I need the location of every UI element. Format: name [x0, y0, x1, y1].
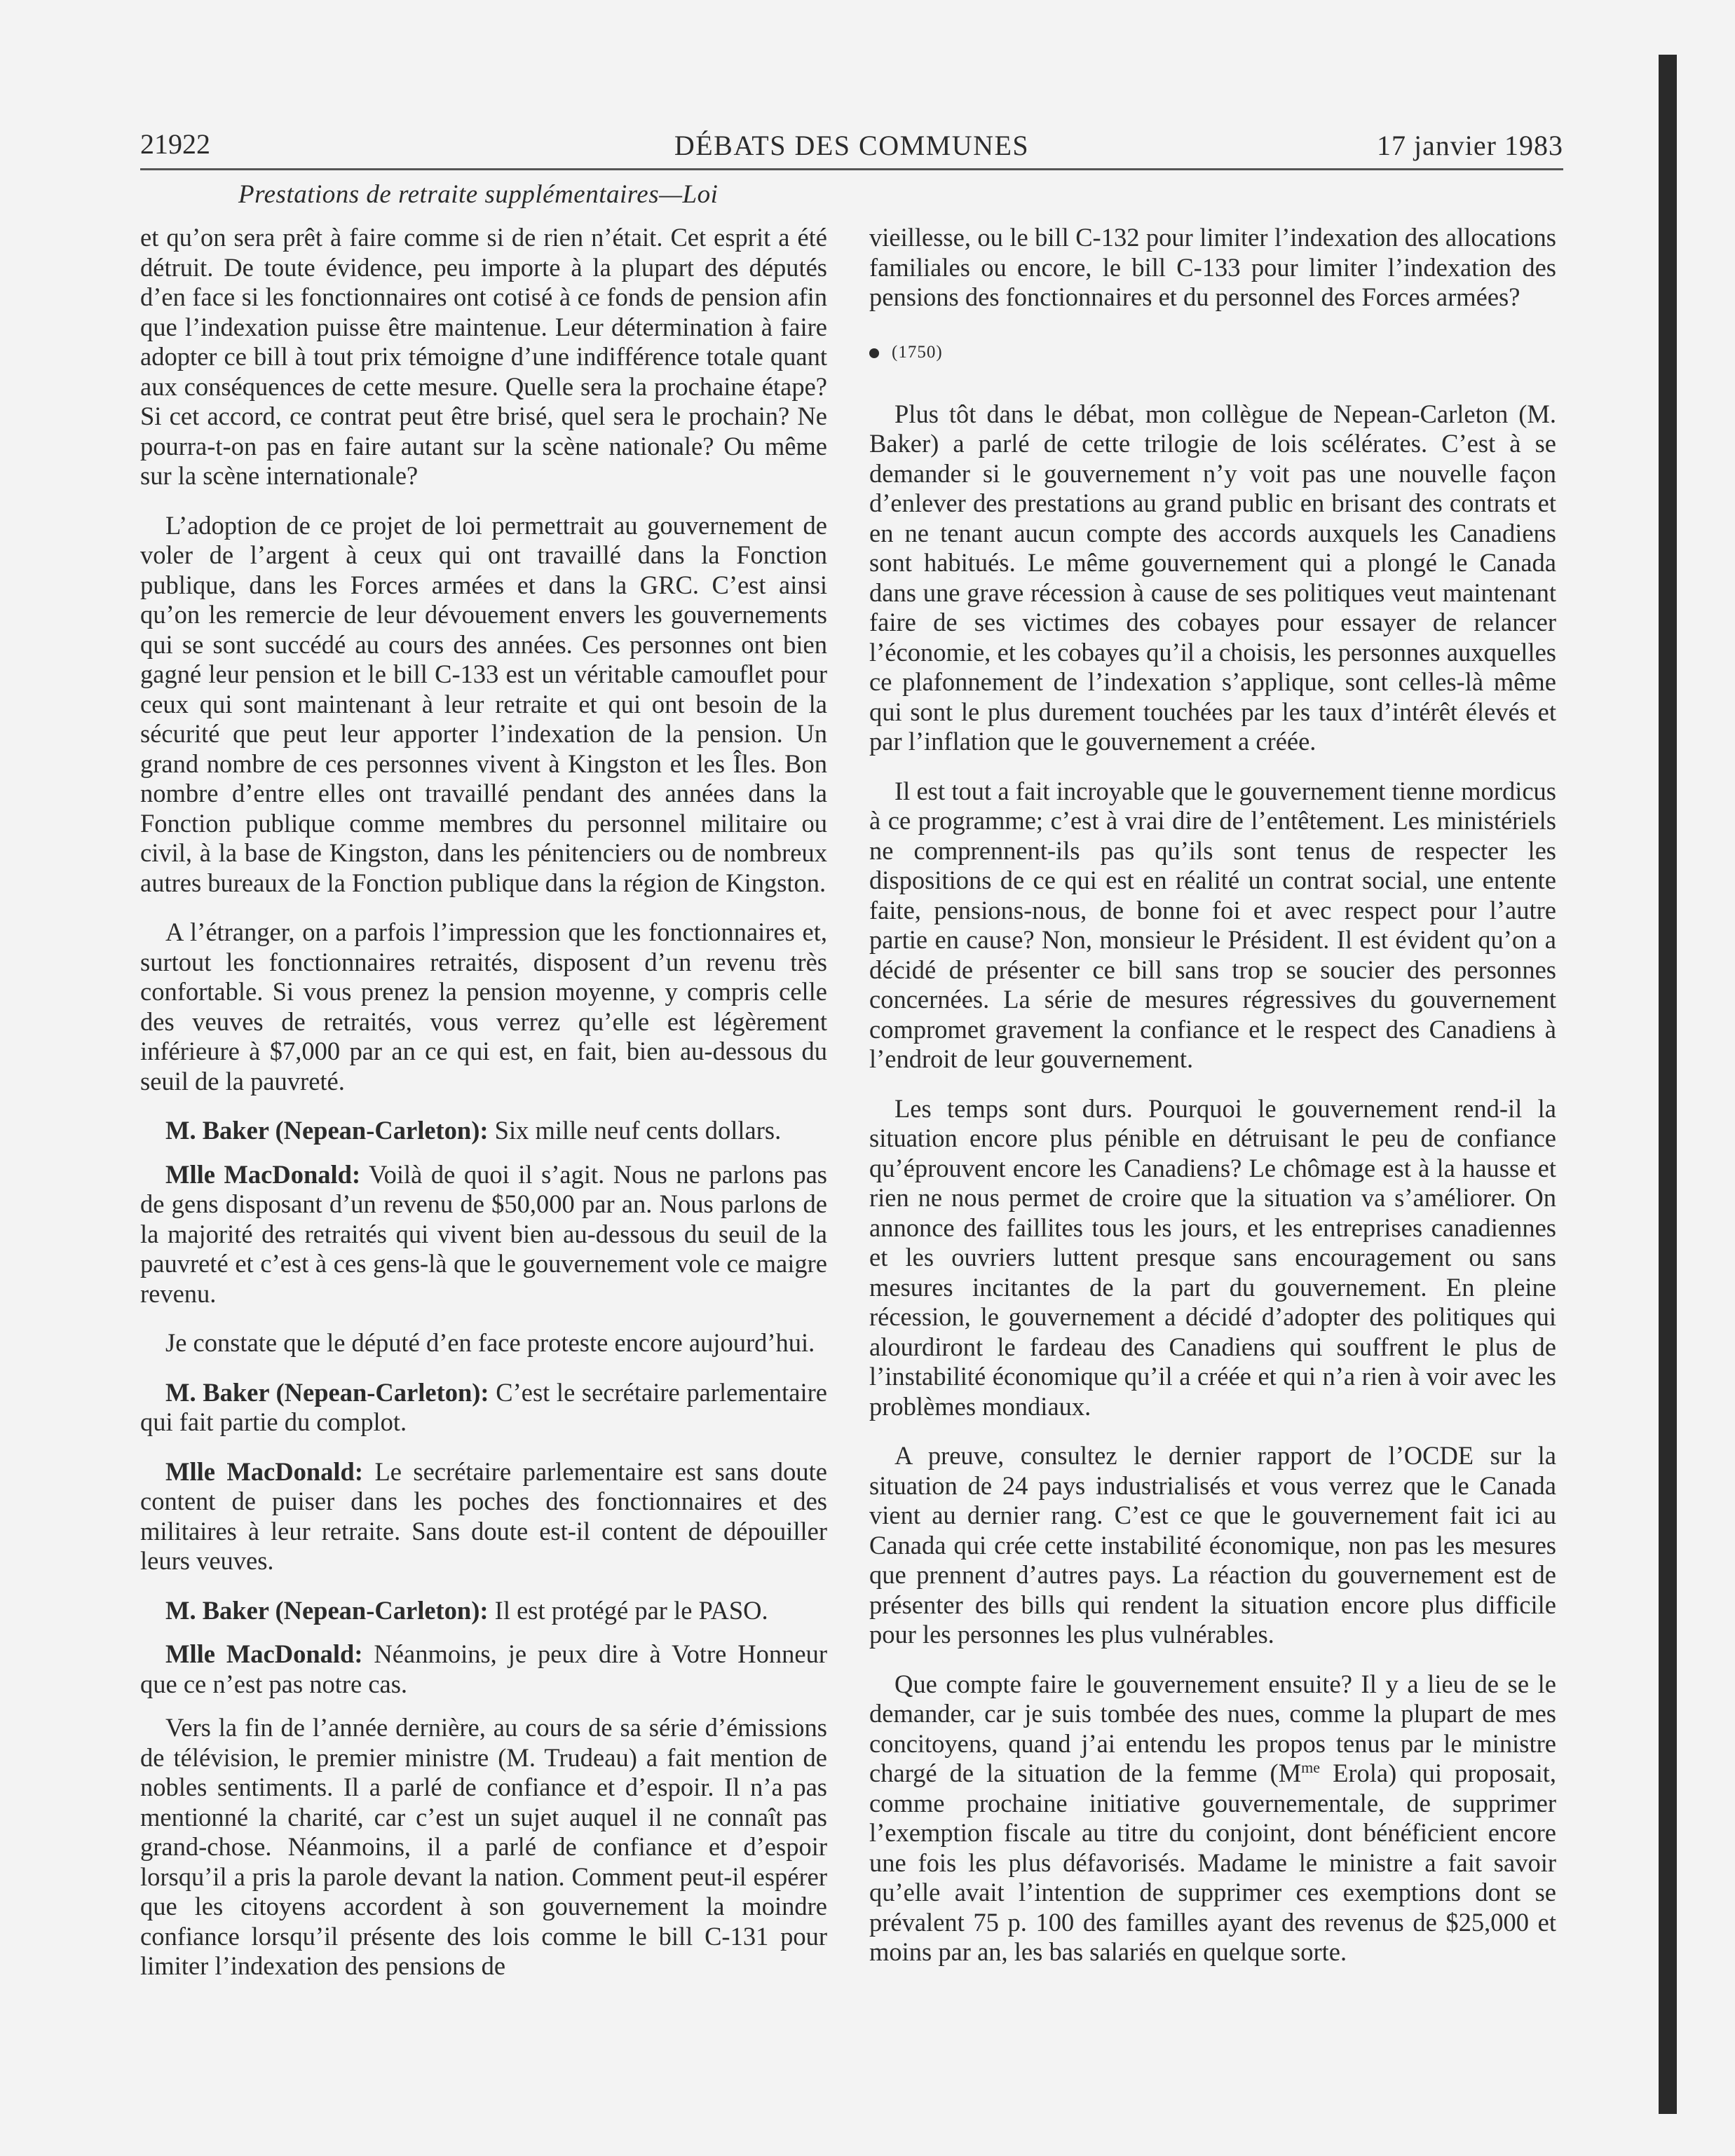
speech-paragraph [140, 1457, 827, 1576]
speech-text: Le secrétaire parlementaire est sans doute content de puiser dans les poches des fonctionnaires et des militaires à leur retraite. Sans doute est-il content de dépouiller leurs veuves. [140, 1456, 827, 1575]
paragraph: Plus tôt dans le débat, mon collègue de Nepean-Carleton (M. Baker) a parlé de cette trilogie de lois scélérates. C’est à se demander si le gouvernement n’y voit pas une nouvelle façon d’enlever des prestations au grand public en brisant des contrats et en ne tenant aucun compte des accords auxquels les Canadiens sont habitués. Le même gouvernement qui a plongé le Canada dans une grave récession à cause de ses politiques veut maintenant faire de ses victimes des cobayes pour essayer de relancer l’économie, et les cobayes qu’il a choisis, les personnes auxquelles ce plafonnement de l’indexation s’applique, sont celles-là même qui sont le plus durement touchées par les taux d’intérêt élevés et par l’inflation que le gouvernement a créée. [869, 399, 1556, 756]
paragraph-text: Que compte faire le gouvernement ensuite? Il y a lieu de se le demander, car je suis tombée des nues, comme la plupart de mes concitoyens, quand j’ai entendu les propos tenus par le ministre chargé de la situation de la femme (M [869, 1669, 1556, 1787]
page-number: 21922 [140, 128, 210, 160]
paragraph: A l’étranger, on a parfois l’impression que les fonctionnaires et, surtout les fonctionnaires retraités, disposent d’un revenu très confortable. Si vous prenez la pension moyenne, y compris celle des veuves de retraités, vous verrez qu’elle est légèrement inférieure à $7,000 par an ce qui est, en fait, bien au-dessous du seuil de la pauvreté. [140, 917, 827, 1096]
superscript: me [1301, 1758, 1321, 1776]
speech-text: C’est le secrétaire parlementaire qui fait partie du complot. [140, 1377, 827, 1436]
paragraph: et qu’on sera prêt à faire comme si de rien n’était. Cet esprit a été détruit. De toute évidence, peu importe à la plupart des députés d’en face si les fonctionnaires ont cotisé à ce fonds de pension afin que l’indexation puisse être maintenue. Leur détermination à faire adopter ce bill à tout prix témoigne d’une indifférence totale quant aux conséquences de cette mesure. Quelle sera la prochaine étape? Si cet accord, ce contrat peut être brisé, quel sera le prochain? Ne pourra-t-on pas en faire autant sur la scène nationale? Ou même sur la scène internationale? [140, 223, 827, 490]
paragraph: vieillesse, ou le bill C-132 pour limiter l’indexation des allocations familiales ou encore, le bill C-133 pour limiter l’indexation des pensions des fonctionnaires et du personnel des Forces armées? [869, 223, 1556, 311]
paragraph: L’adoption de ce projet de loi permettrait au gouvernement de voler de l’argent à ceux qui ont travaillé dans la Fonction publique, dans les Forces armées et dans la GRC. C’est ainsi qu’on les remercie de leur dévouement envers les gouvernements qui se sont succédé au cours des années. Ces personnes ont bien gagné leur pension et le bill C-133 est un véritable camouflet pour ceux qui sont maintenant à leur retraite et qui ont besoin de la sécurité que peut leur apporter l’indexation de la pension. Un grand nombre de ces personnes vivent à Kingston et les Îles. Bon nombre d’entre elles ont travaillé pendant des années dans la Fonction publique comme membres du personnel militaire ou civil, à la base de Kingston, dans les pénitenciers ou de nombreux autres bureaux de la Fonction publique dans la région de Kingston. [140, 510, 827, 897]
speaker-name: M. Baker (Nepean-Carleton): [165, 1377, 489, 1407]
paragraph [869, 1670, 1556, 1967]
speech-paragraph [140, 1378, 827, 1438]
paragraph: A preuve, consultez le dernier rapport de l’OCDE sur la situation de 24 pays industrialisés et vous verrez que le Canada vient au dernier rang. C’est ce que le gouvernement fait ici au Canada qui crée cette instabilité économique, non pas les mesures que prennent d’autres pays. La réaction du gouvernement est de présenter des bills qui rendent la situation encore plus difficile pour les personnes les plus vulnérables. [869, 1441, 1556, 1649]
left-column [140, 223, 827, 2001]
speaker-name: M. Baker (Nepean-Carleton): [165, 1595, 489, 1625]
page-date: 17 janvier 1983 [1376, 130, 1563, 161]
speaker-name: M. Baker (Nepean-Carleton): [165, 1116, 489, 1145]
right-column [869, 223, 1556, 1987]
speaker-name: Mlle MacDonald: [165, 1456, 364, 1486]
speech-paragraph [140, 1596, 827, 1626]
speech-paragraph [140, 1116, 827, 1146]
paragraph-text: Erola) qui proposait, comme prochaine initiative gouvernementale, de supprimer l’exemption fiscale au titre du conjoint, dont bénéficient encore une fois les plus défavorisés. Madame le ministre a fait savoir qu’elle avait l’intention de supprimer ces exemptions dont se prévalent 75 p. 100 des familles ayant des revenus de $25,000 et moins par an, les bas salariés en quelque sorte. [869, 1759, 1556, 1966]
scan-edge-bar [1659, 55, 1677, 2114]
running-subject: Prestations de retraite supplémentaires—Loi [238, 180, 719, 209]
page-header [140, 128, 1563, 170]
paragraph: Vers la fin de l’année dernière, au cours de sa série d’émissions de télévision, le premier ministre (M. Trudeau) a fait mention de nobles sentiments. Il a parlé de confiance et d’espoir. Il n’a pas mentionné la charité, car c’est un sujet auquel il ne connaît pas grand-chose. Néanmoins, il a parlé de confiance et d’espoir lorsqu’il a pris la parole devant la nation. Comment peut-il espérer que les citoyens accordent à son gouvernement la moindre confiance lorsqu’il présente des lois comme le bill C-131 pour limiter l’indexation des pensions de [140, 1713, 827, 1980]
speech-text: Néanmoins, je peux dire à Votre Honneur que ce n’est pas notre cas. [140, 1639, 827, 1698]
speech-paragraph [140, 1160, 827, 1309]
header-rule [140, 168, 1563, 170]
speaker-name: Mlle MacDonald: [165, 1159, 361, 1189]
timestamp-marker [869, 332, 1556, 374]
speaker-name: Mlle MacDonald: [165, 1639, 363, 1668]
bullet-icon [869, 348, 879, 358]
speech-text: Voilà de quoi il s’agit. Nous ne parlons pas de gens disposant d’un revenu de $50,000 par an. Nous parlons de la majorité des retraités qui vivent bien au-dessous du seuil de la pauvreté et c’est à ces gens-là que le gouvernement vole ce maigre revenu. [140, 1159, 827, 1308]
paragraph: Les temps sont durs. Pourquoi le gouvernement rend-il la situation encore plus pénible en détruisant le peu de confiance qu’éprouvent encore les Canadiens? Le chômage est à la hausse et rien ne nous permet de croire que la situation va s’améliorer. On annonce des faillites tous les jours, et les entreprises canadiennes et les ouvriers luttent presque sans encouragement ou sans mesures incitantes de la part du gouvernement. En pleine récession, le gouvernement a décidé d’adopter des politiques qui alourdiront le fardeau des Canadiens qui souffrent le plus de l’instabilité économique qu’il a créée et qui n’a rien à voir avec les problèmes mondiaux. [869, 1093, 1556, 1421]
paragraph: Il est tout a fait incroyable que le gouvernement tienne mordicus à ce programme; c’est à vrai dire de l’entêtement. Les ministériels ne comprennent-ils pas qu’ils sont tenus de respecter les dispositions de ce qui est en réalité un contrat social, une entente faite, pensions-nous, de bonne foi et avec respect pour l’autre partie en cause? Non, monsieur le Président. Il est évident qu’on a décidé de présenter ce bill sans trop se soucier des personnes concernées. La série de mesures régressives du gouvernement compromet gravement la confiance et le respect des Canadiens à l’endroit de leur gouvernement. [869, 776, 1556, 1073]
speech-paragraph [140, 1639, 827, 1699]
publication-title: DÉBATS DES COMMUNES [674, 130, 1030, 161]
paragraph: Je constate que le député d’en face proteste encore aujourd’hui. [165, 1328, 815, 1357]
timestamp: (1750) [892, 343, 943, 362]
speech-text: Il est protégé par le PASO. [488, 1595, 768, 1625]
speech-text: Six mille neuf cents dollars. [488, 1116, 782, 1145]
